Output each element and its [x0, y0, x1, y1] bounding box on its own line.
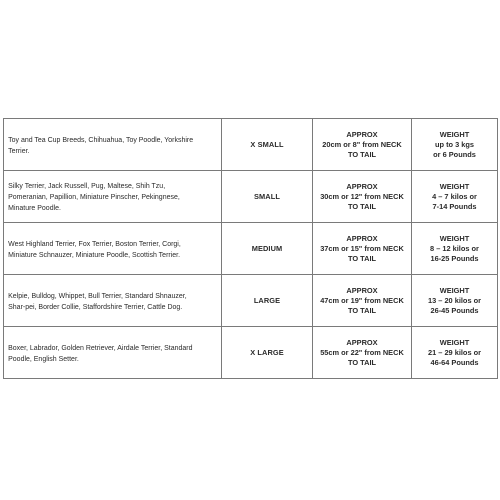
approx-suffix: TO TAIL — [347, 149, 377, 159]
approx-length: 30cm or 12" from NECK — [320, 191, 404, 201]
weight-pounds: 46-64 Pounds — [430, 357, 479, 367]
weight-heading: WEIGHT — [439, 129, 470, 139]
approx-length: 55cm or 22" from NECK — [320, 347, 404, 357]
approx-length: 20cm or 8" from NECK — [322, 139, 402, 149]
weight-heading: WEIGHT — [439, 233, 470, 243]
weight-pounds: 7-14 Pounds — [432, 201, 477, 211]
approx-length-cell — [313, 119, 412, 171]
breeds-cell: West Highland Terrier, Fox Terrier, Boston Terrier, Corgi, Miniature Schnauzer, Miniature Poodle, Scottish Terrier. — [4, 223, 205, 275]
approx-suffix: TO TAIL — [347, 253, 377, 263]
approx-length: 47cm or 19" from NECK — [320, 295, 404, 305]
weight-kilos: 8 – 12 kilos or — [430, 243, 479, 253]
weight-kilos: 21 – 29 kilos or — [428, 347, 481, 357]
approx-suffix: TO TAIL — [347, 201, 377, 211]
table-row-x-small — [4, 119, 498, 171]
breeds-cell: Boxer, Labrador, Golden Retriever, Airdale Terrier, Standard Poodle, English Setter. — [4, 327, 205, 379]
table-row-large — [4, 275, 498, 327]
size-label-cell: X LARGE — [222, 327, 313, 379]
size-label-cell: SMALL — [222, 171, 313, 223]
table-row-small — [4, 171, 498, 223]
weight-kilos: 4 – 7 kilos or — [432, 191, 477, 201]
weight-pounds: 16-25 Pounds — [430, 253, 479, 263]
size-chart-table — [3, 118, 498, 379]
approx-suffix: TO TAIL — [347, 305, 377, 315]
weight-heading: WEIGHT — [439, 337, 470, 347]
approx-heading: APPROX — [346, 337, 378, 347]
weight-pounds: or 6 Pounds — [433, 149, 476, 159]
approx-length-cell — [313, 171, 412, 223]
table-row-x-large — [4, 327, 498, 379]
breeds-cell: Silky Terrier, Jack Russell, Pug, Maltese, Shih Tzu, Pomeranian, Papillion, Miniature Pinscher, Pekingnese, Minature Poodle. — [4, 171, 205, 223]
breeds-cell: Toy and Tea Cup Breeds, Chihuahua, Toy Poodle, Yorkshire Terrier. — [4, 119, 205, 171]
weight-cell — [412, 223, 498, 275]
weight-kilos: up to 3 kgs — [434, 139, 474, 149]
weight-heading: WEIGHT — [439, 181, 470, 191]
approx-length-cell — [313, 223, 412, 275]
approx-length: 37cm or 15" from NECK — [320, 243, 404, 253]
approx-heading: APPROX — [346, 285, 378, 295]
size-label-cell: MEDIUM — [222, 223, 313, 275]
table-row-medium — [4, 223, 498, 275]
weight-cell — [412, 327, 498, 379]
weight-pounds: 26-45 Pounds — [430, 305, 479, 315]
approx-heading: APPROX — [346, 233, 378, 243]
size-label-cell: LARGE — [222, 275, 313, 327]
weight-kilos: 13 – 20 kilos or — [428, 295, 481, 305]
weight-cell — [412, 171, 498, 223]
breeds-cell: Kelpie, Bulldog, Whippet, Bull Terrier, Standard Shnauzer, Shar-pei, Border Collie, Staffordshire Terrier, Cattle Dog. — [4, 275, 205, 327]
approx-suffix: TO TAIL — [347, 357, 377, 367]
weight-cell — [412, 275, 498, 327]
size-label-cell: X SMALL — [222, 119, 313, 171]
approx-heading: APPROX — [346, 181, 378, 191]
approx-length-cell — [313, 275, 412, 327]
approx-heading: APPROX — [346, 129, 378, 139]
approx-length-cell — [313, 327, 412, 379]
weight-cell — [412, 119, 498, 171]
weight-heading: WEIGHT — [439, 285, 470, 295]
